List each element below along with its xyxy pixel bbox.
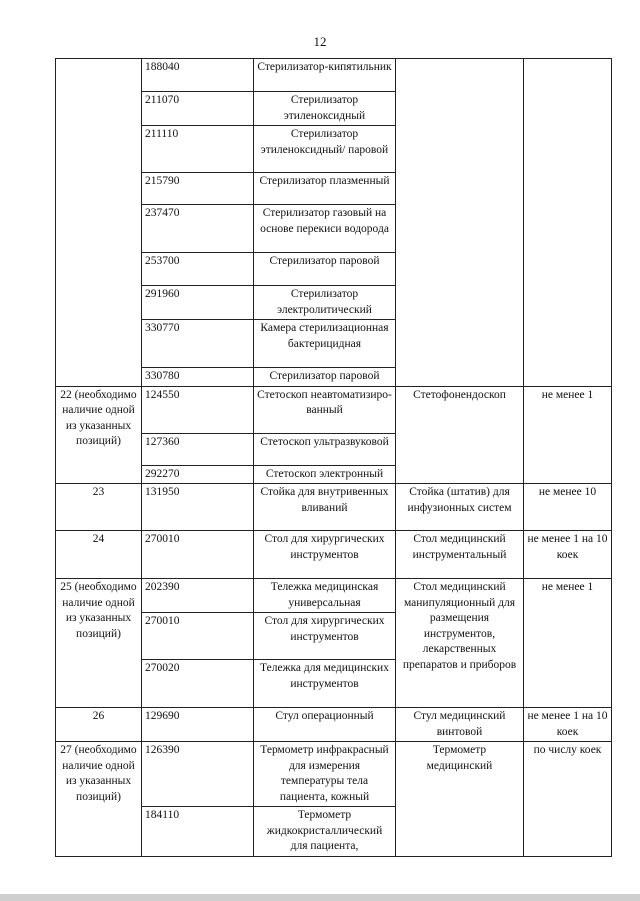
product-code: 270010 xyxy=(142,531,254,579)
product-code: 237470 xyxy=(142,205,254,253)
page-number: 12 xyxy=(313,34,327,49)
product-code: 291960 xyxy=(142,286,254,320)
equipment-name: Стол медицинский инструментальный xyxy=(396,531,524,579)
quantity: не менее 1 на 10 коек xyxy=(524,531,612,579)
product-code: 211110 xyxy=(142,126,254,173)
product-name: Камера стерилизационная бактерицидная xyxy=(254,320,396,368)
product-code: 330770 xyxy=(142,320,254,368)
product-code: 215790 xyxy=(142,173,254,205)
row-number-cell xyxy=(56,59,142,387)
product-name: Стерилизатор электролитический xyxy=(254,286,396,320)
equipment-table xyxy=(55,58,612,857)
quantity: не менее 1 xyxy=(524,579,612,708)
product-name: Стетоскоп электронный xyxy=(254,465,396,484)
quantity: не менее 1 xyxy=(524,386,612,484)
product-code: 129690 xyxy=(142,708,254,742)
product-name: Стерилизатор этиленоксидный xyxy=(254,92,396,126)
product-code: 211070 xyxy=(142,92,254,126)
product-code: 270020 xyxy=(142,660,254,708)
row-number: 24 xyxy=(56,531,142,579)
product-code: 126390 xyxy=(142,742,254,807)
quantity: не менее 1 на 10 коек xyxy=(524,708,612,742)
equipment-name: Стойка (штатив) для инфузионных систем xyxy=(396,484,524,531)
product-name: Термометр инфракрасный для измерения температуры тела пациента, кожный xyxy=(254,742,396,807)
product-name: Стетоскоп ультразвуковой xyxy=(254,433,396,465)
table-row xyxy=(56,59,612,92)
table-row xyxy=(56,742,612,807)
product-code: 188040 xyxy=(142,59,254,92)
product-code: 253700 xyxy=(142,253,254,286)
product-code: 127360 xyxy=(142,433,254,465)
table-row xyxy=(56,708,612,742)
product-name: Стерилизатор этиленоксидный/ паровой xyxy=(254,126,396,173)
product-code: 131950 xyxy=(142,484,254,531)
row-number: 23 xyxy=(56,484,142,531)
row-number: 22 (необходимо наличие одной из указанных позиций) xyxy=(56,386,142,484)
quantity: по числу коек xyxy=(524,742,612,857)
product-name: Стерилизатор плазменный xyxy=(254,173,396,205)
table-row xyxy=(56,579,612,613)
equipment-name: Термометр медицинский xyxy=(396,742,524,857)
row-number: 27 (необходимо наличие одной из указанных позиций) xyxy=(56,742,142,857)
product-name: Стерилизатор-кипятильник xyxy=(254,59,396,92)
product-name: Тележка для медицинских инструментов xyxy=(254,660,396,708)
product-name: Тележка медицинская универсальная xyxy=(254,579,396,613)
product-code: 292270 xyxy=(142,465,254,484)
product-name: Стерилизатор паровой xyxy=(254,253,396,286)
product-name: Термометр жидкокристаллический для пациента, xyxy=(254,807,396,857)
row-number: 26 xyxy=(56,708,142,742)
product-code: 270010 xyxy=(142,613,254,660)
table-row xyxy=(56,531,612,579)
product-code: 202390 xyxy=(142,579,254,613)
product-name: Стойка для внутривенных вливаний xyxy=(254,484,396,531)
product-name: Стерилизатор газовый на основе перекиси водорода xyxy=(254,205,396,253)
product-name: Стул операционный xyxy=(254,708,396,742)
table-row xyxy=(56,386,612,433)
row-number: 25 (необходимо наличие одной из указанных позиций) xyxy=(56,579,142,708)
equipment-name: Стул медицинский винтовой xyxy=(396,708,524,742)
equipment-name: Стетофонендоскоп xyxy=(396,386,524,484)
quantity-cell xyxy=(524,59,612,387)
scan-edge xyxy=(0,894,640,901)
product-name: Стетоскоп неавтоматизиро-ванный xyxy=(254,386,396,433)
product-code: 330780 xyxy=(142,368,254,387)
product-code: 124550 xyxy=(142,386,254,433)
product-name: Стол для хирургических инструментов xyxy=(254,531,396,579)
equipment-cell xyxy=(396,59,524,387)
equipment-name: Стол медицинский манипуляционный для размещения инструментов, лекарственных препаратов и приборов xyxy=(396,579,524,708)
product-name: Стерилизатор паровой xyxy=(254,368,396,387)
table-row xyxy=(56,484,612,531)
product-code: 184110 xyxy=(142,807,254,857)
quantity: не менее 10 xyxy=(524,484,612,531)
product-name: Стол для хирургических инструментов xyxy=(254,613,396,660)
